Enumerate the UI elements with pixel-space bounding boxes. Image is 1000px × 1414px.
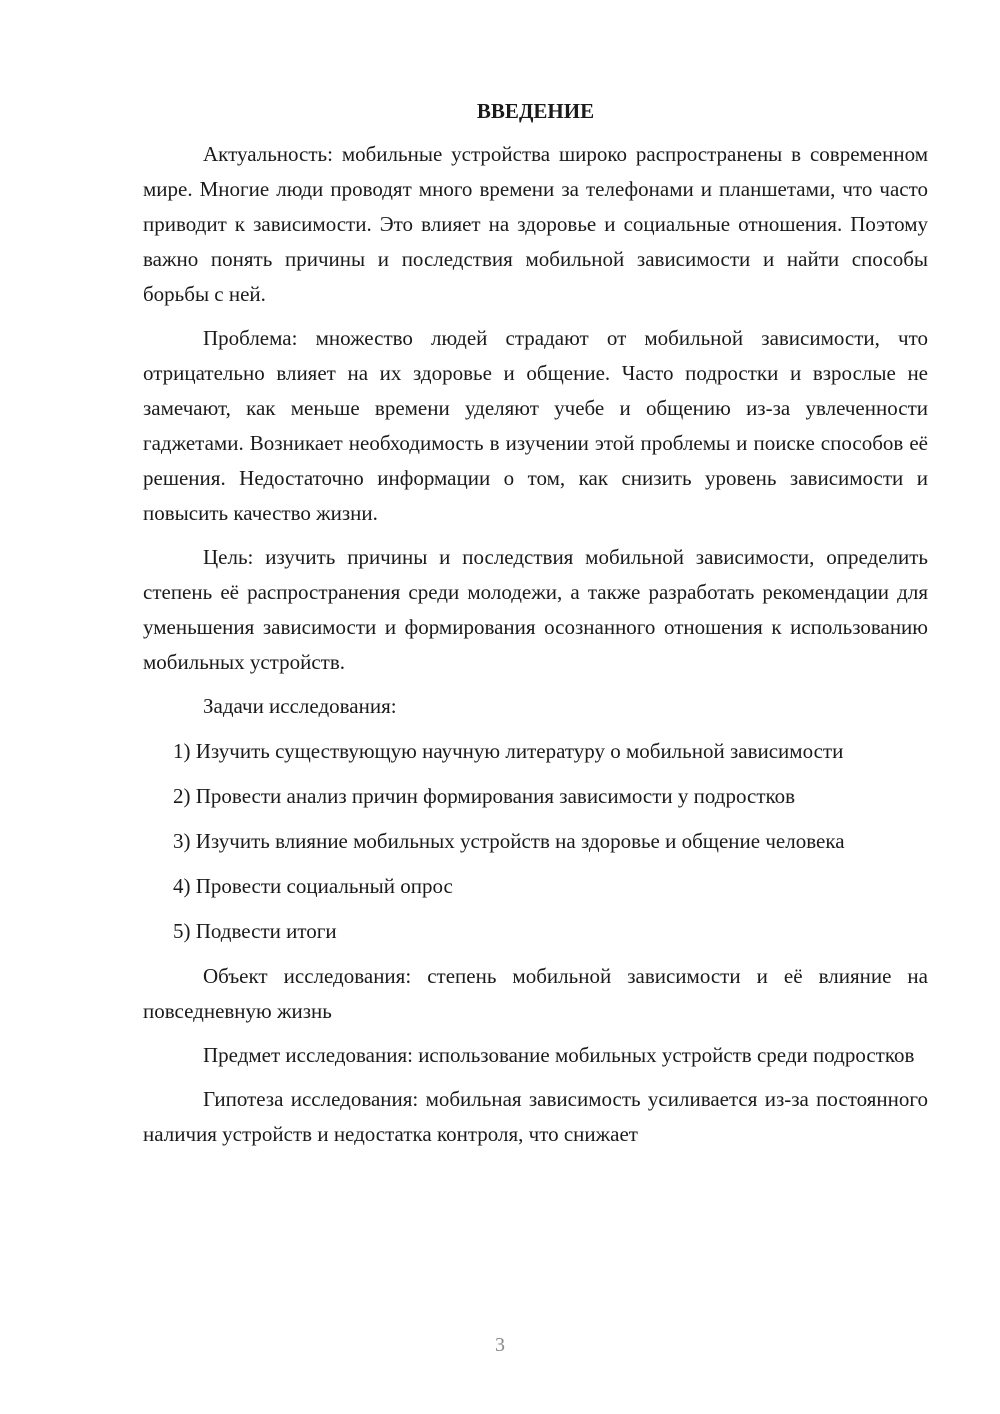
task-item-5: 5) Подвести итоги: [173, 919, 337, 943]
paragraph-goal: Цель: изучить причины и последствия мобильной зависимости, определить степень её распространения среди молодежи, а также разработать рекомендации для уменьшения зависимости и формирования осознанного отношения к использованию мобильных устройств.: [143, 545, 928, 674]
task-item-4: 4) Провести социальный опрос: [173, 874, 453, 898]
tasks-heading: Задачи исследования:: [203, 694, 397, 718]
paragraph-relevance: Актуальность: мобильные устройства широко распространены в современном мире. Многие люди проводят много времени за телефонами и планшетами, что часто приводит к зависимости. Это влияет на здоровье и социальные отношения. Поэтому важно понять причины и последствия мобильной зависимости и найти способы борьбы с ней.: [143, 142, 928, 306]
page-number: 3: [495, 1334, 505, 1356]
paragraph-hypothesis: Гипотеза исследования: мобильная зависимость усиливается из-за постоянного наличия устройств и недостатка контроля, что снижает: [143, 1087, 928, 1146]
section-heading: ВВЕДЕНИЕ: [476, 99, 595, 123]
task-item-1: 1) Изучить существующую научную литературу о мобильной зависимости: [173, 739, 844, 763]
document-page: [143, 94, 928, 1161]
paragraph-problem: Проблема: множество людей страдают от мобильной зависимости, что отрицательно влияет на их здоровье и общение. Часто подростки и взрослые не замечают, как меньше времени уделяют учебе и общению из-за увлеченности гаджетами. Возникает необходимость в изучении этой проблемы и поиске способов её решения. Недостаточно информации о том, как снизить уровень зависимости и повысить качество жизни.: [143, 326, 928, 525]
task-item-2: 2) Провести анализ причин формирования зависимости у подростков: [173, 784, 796, 808]
paragraph-subject: Предмет исследования: использование мобильных устройств среди подростков: [203, 1043, 915, 1067]
task-item-3: 3) Изучить влияние мобильных устройств на здоровье и общение человека: [173, 829, 845, 853]
paragraph-object: Объект исследования: степень мобильной зависимости и её влияние на повседневную жизнь: [143, 964, 928, 1023]
